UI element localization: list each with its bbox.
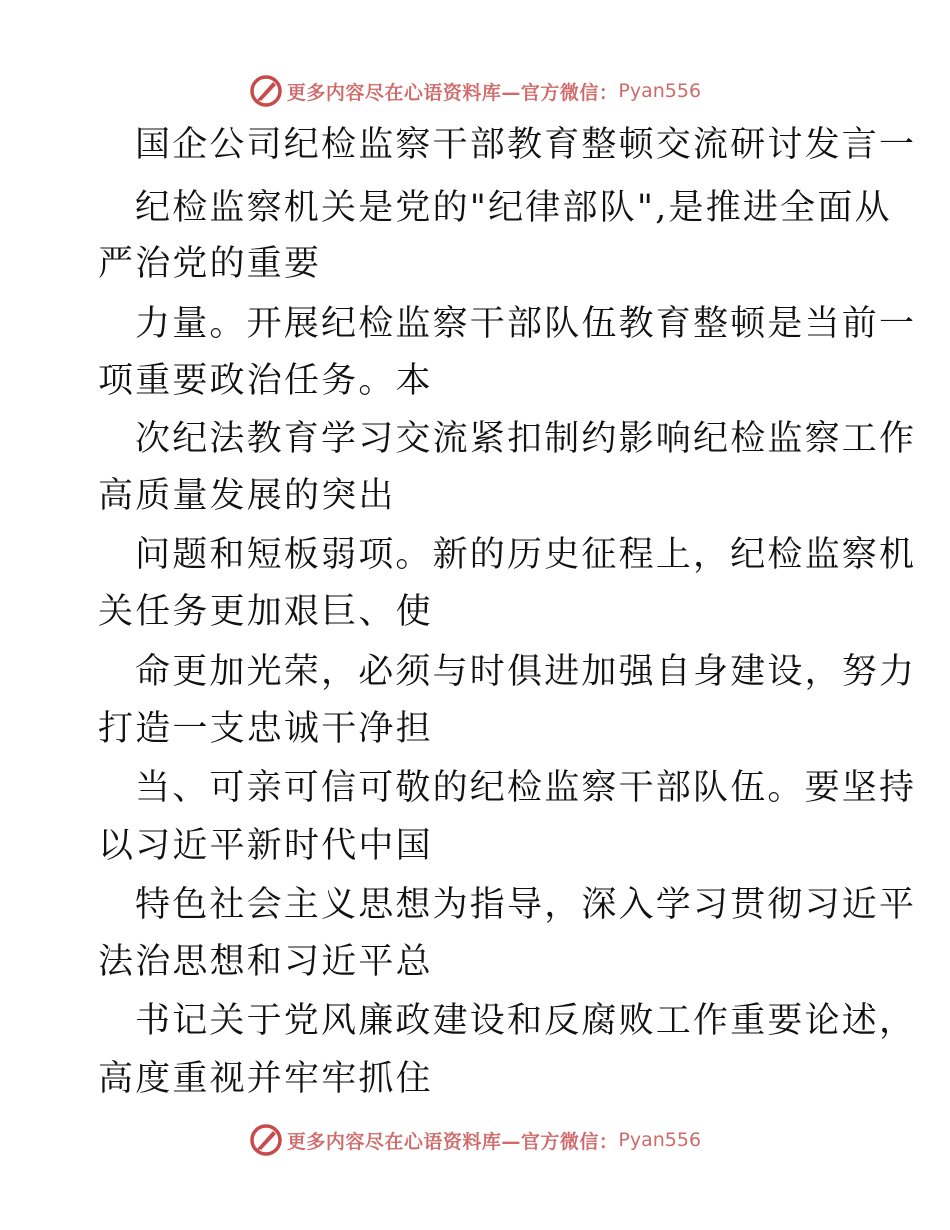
banner-text: 更多内容尽在心语资料库—官方微信： bbox=[286, 81, 619, 104]
paragraph-line: 当、可亲可信可敬的纪检监察干部队伍。要坚持 bbox=[135, 768, 917, 808]
document-title: 国企公司纪检监察干部教育整顿交流研讨发言一 bbox=[135, 125, 917, 165]
quill-circle-logo-icon bbox=[249, 74, 283, 108]
paragraph-line: 项重要政治任务。本 bbox=[98, 361, 433, 401]
banner-contact: Pyan556 bbox=[618, 80, 702, 102]
banner-text: 更多内容尽在心语资料库—官方微信： bbox=[286, 1130, 619, 1153]
footer-banner bbox=[0, 1122, 950, 1158]
paragraph-line: 力量。开展纪检监察干部队伍教育整顿是当前一 bbox=[135, 304, 917, 344]
paragraph-line: 次纪法教育学习交流紧扣制约影响纪检监察工作 bbox=[135, 419, 917, 459]
paragraph-line: 问题和短板弱项。新的历史征程上，纪检监察机 bbox=[135, 535, 917, 575]
paragraph-line: 高质量发展的突出 bbox=[98, 476, 396, 516]
paragraph-line: 高度重视并牢牢抓住 bbox=[98, 1059, 433, 1099]
paragraph-line: 命更加光荣，必须与时俱进加强自身建设，努力 bbox=[135, 652, 917, 692]
paragraph-line: 法治思想和习近平总 bbox=[98, 942, 433, 982]
paragraph-line: 特色社会主义思想为指导，深入学习贯彻习近平 bbox=[135, 885, 917, 925]
header-banner bbox=[0, 73, 950, 109]
paragraph-line: 打造一支忠诚干净担 bbox=[98, 709, 433, 749]
paragraph-line: 纪检监察机关是党的"纪律部队",是推进全面从 bbox=[135, 188, 892, 228]
paragraph-line: 关任务更加艰巨、使 bbox=[98, 592, 433, 632]
quill-circle-logo-icon bbox=[249, 1123, 283, 1157]
banner-contact: Pyan556 bbox=[618, 1129, 702, 1151]
paragraph-line: 严治党的重要 bbox=[98, 244, 322, 284]
paragraph-line: 以习近平新时代中国 bbox=[98, 826, 433, 866]
paragraph-line: 书记关于党风廉政建设和反腐败工作重要论述， bbox=[135, 1001, 917, 1041]
